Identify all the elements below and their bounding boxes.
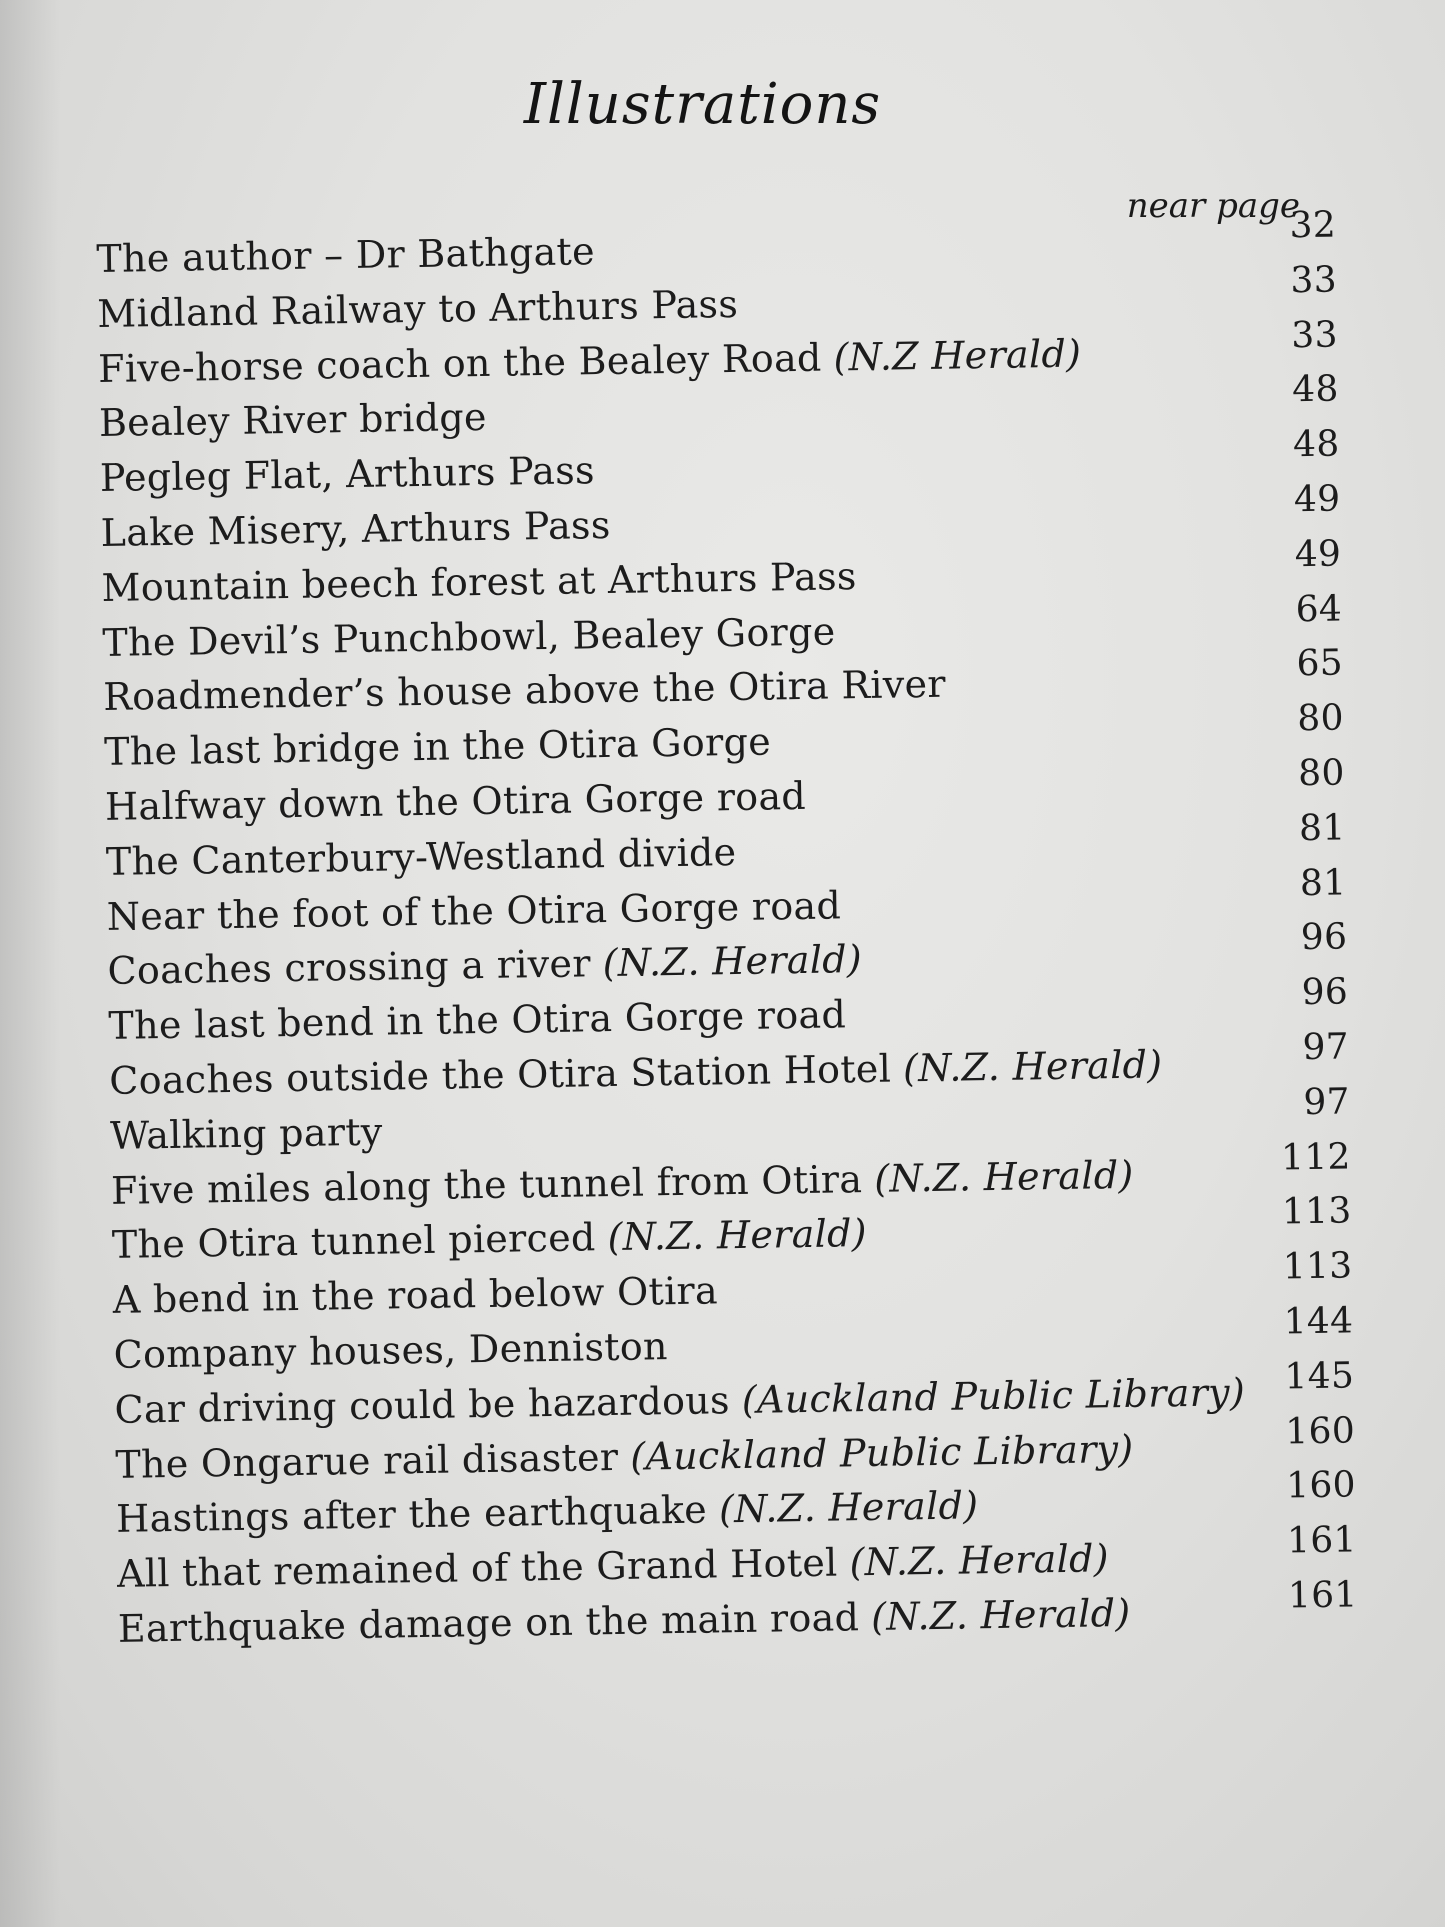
page-number: 160 xyxy=(1285,1409,1356,1452)
page-number: 65 xyxy=(1296,642,1344,685)
page-number: 64 xyxy=(1295,588,1343,630)
page-number: 161 xyxy=(1286,1519,1358,1562)
illustration-caption: Roadmender’s house above the Otira River xyxy=(102,662,947,720)
photo-credit: (N.Z. Herald) xyxy=(602,937,863,986)
illustration-caption: The Canterbury-Westland divide xyxy=(105,829,737,884)
page-number: 49 xyxy=(1294,533,1342,575)
illustration-caption: Walking party xyxy=(109,1109,383,1158)
page-number: 113 xyxy=(1281,1190,1352,1233)
page-number: 112 xyxy=(1280,1135,1351,1179)
illustration-caption-line xyxy=(96,224,595,286)
illustration-caption: Halfway down the Otira Gorge road xyxy=(104,773,807,829)
illustration-caption: The Otira tunnel pierced xyxy=(111,1215,596,1268)
page-number: 81 xyxy=(1298,807,1346,849)
illustration-caption: Midland Railway to Arthurs Pass xyxy=(96,281,739,336)
illustration-caption-line xyxy=(99,390,488,450)
illustration-caption: Lake Misery, Arthurs Pass xyxy=(100,502,611,555)
page-number: 33 xyxy=(1290,259,1338,302)
page-number: 144 xyxy=(1283,1300,1354,1343)
illustration-caption-line xyxy=(105,825,736,889)
page-number: 48 xyxy=(1291,368,1339,411)
photo-credit: (N.Z. Herald) xyxy=(718,1483,979,1532)
near-page-header: near page xyxy=(1126,186,1300,226)
illustration-caption: Mountain beech forest at Arthurs Pass xyxy=(101,553,857,610)
illustration-caption: The last bridge in the Otira Gorge xyxy=(103,719,772,775)
page-number: 80 xyxy=(1297,697,1345,740)
illustration-caption-line xyxy=(99,443,595,505)
page-number: 97 xyxy=(1302,1026,1350,1069)
illustration-caption: Coaches outside the Otira Station Hotel xyxy=(108,1046,892,1103)
page-number: 49 xyxy=(1293,478,1341,521)
illustration-caption: Company houses, Denniston xyxy=(113,1324,669,1377)
illustration-caption: Car driving could be hazardous xyxy=(114,1377,731,1432)
illustration-caption: Coaches crossing a river xyxy=(107,941,592,994)
illustration-caption-line xyxy=(100,498,611,560)
illustration-caption-line xyxy=(104,715,772,779)
illustration-caption-line xyxy=(113,1319,668,1382)
illustration-caption: Bealey River bridge xyxy=(98,395,488,446)
photo-credit: (N.Z. Herald) xyxy=(849,1536,1110,1585)
page-number: 80 xyxy=(1297,752,1345,795)
illustration-caption: The last bend in the Otira Gorge road xyxy=(108,992,847,1049)
photo-credit: (N.Z. Herald) xyxy=(873,1152,1134,1201)
illustration-caption: Pegleg Flat, Arthurs Pass xyxy=(99,448,596,501)
page-number: 48 xyxy=(1292,423,1340,466)
illustration-caption: Five miles along the tunnel from Otira xyxy=(110,1156,863,1213)
illustration-caption-line xyxy=(105,769,807,834)
photo-credit: (N.Z. Herald) xyxy=(902,1042,1163,1091)
illustration-caption: Hastings after the earthquake xyxy=(115,1487,708,1542)
page-number: 33 xyxy=(1291,314,1339,356)
illustration-caption-line xyxy=(110,1104,383,1162)
photo-credit: (N.Z. Herald) xyxy=(607,1211,868,1260)
photo-credit: (N.Z. Herald) xyxy=(870,1590,1131,1639)
photo-credit: (Auckland Public Library) xyxy=(741,1369,1246,1422)
page-number: 96 xyxy=(1300,916,1348,959)
illustration-caption: Five-horse coach on the Bealey Road xyxy=(97,335,822,391)
page-number: 113 xyxy=(1282,1245,1353,1288)
photo-credit: (N.Z Herald) xyxy=(833,331,1082,380)
page-number: 145 xyxy=(1284,1355,1355,1398)
illustration-caption-line xyxy=(97,277,739,341)
page-number: 161 xyxy=(1287,1574,1358,1617)
illustration-caption: The Devil’s Punchbowl, Bealey Gorge xyxy=(102,609,836,665)
page-number: 160 xyxy=(1285,1464,1357,1507)
page-number: 32 xyxy=(1289,204,1337,247)
illustration-caption: A bend in the road below Otira xyxy=(112,1268,719,1323)
photo-credit: (Auckland Public Library) xyxy=(629,1426,1134,1479)
page-title: Illustrations xyxy=(523,72,882,137)
illustration-caption: Near the foot of the Otira Gorge road xyxy=(106,882,842,939)
page-number: 97 xyxy=(1303,1081,1351,1123)
illustration-caption: The Ongarue rail disaster xyxy=(115,1434,619,1487)
illustration-caption-line xyxy=(112,1264,718,1327)
page-number: 96 xyxy=(1301,971,1349,1014)
illustration-caption: The author – Dr Bathgate xyxy=(96,229,596,281)
illustration-caption: Earthquake damage on the main road xyxy=(117,1595,860,1651)
illustration-caption: All that remained of the Grand Hotel xyxy=(116,1540,838,1596)
page-number: 81 xyxy=(1299,862,1347,904)
